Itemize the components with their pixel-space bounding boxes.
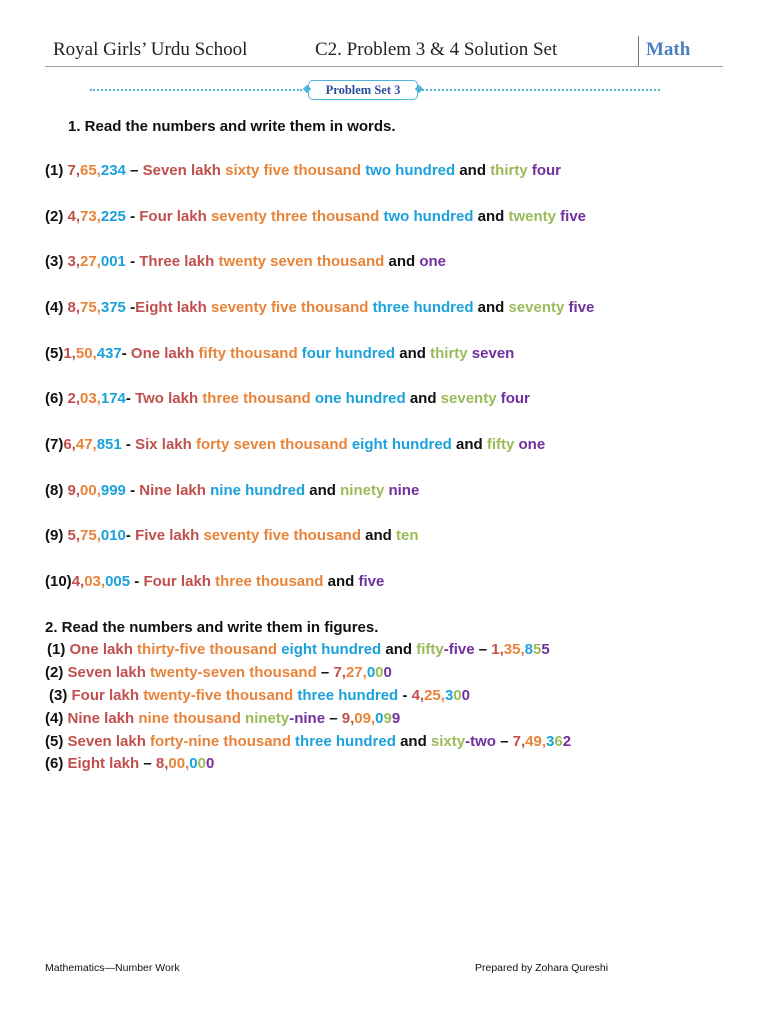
answer-segment: Four lakh [139, 208, 211, 225]
answer-segment: sixty five thousand [225, 162, 366, 179]
answer-segment: 35, [503, 641, 525, 658]
section1-answer-10 [45, 572, 384, 592]
answer-segment: 5 [532, 641, 542, 658]
answer-segment: 174 [100, 390, 126, 407]
answer-segment: (7) [45, 436, 64, 453]
subject-label: Math [646, 39, 691, 60]
answer-segment: 27, [345, 664, 367, 681]
footer-left: Mathematics—Number Work [45, 962, 180, 974]
answer-segment: – [139, 755, 156, 772]
answer-segment: ninety [340, 482, 389, 499]
section1-answer-5 [45, 344, 514, 364]
answer-segment: and [459, 162, 491, 179]
answer-segment: nine [388, 482, 420, 499]
answer-segment: -five [443, 641, 475, 658]
answer-segment: three thousand [202, 390, 315, 407]
answer-segment: - [125, 299, 136, 316]
answer-segment: twenty-seven thousand [150, 664, 317, 681]
answer-segment: and [327, 573, 359, 590]
answer-segment: 47, [75, 436, 97, 453]
answer-segment: 225 [100, 208, 126, 225]
answer-segment: and [385, 641, 417, 658]
answer-segment: 0 [383, 664, 392, 681]
answer-segment: 1, [63, 345, 76, 362]
section2-answer-1 [47, 640, 550, 660]
answer-segment: - [398, 687, 412, 704]
section2-answer-2 [45, 663, 392, 683]
answer-segment: - [121, 436, 136, 453]
answer-segment: – [325, 710, 342, 727]
answer-segment: -two [465, 733, 496, 750]
answer-segment: 7, [512, 733, 526, 750]
answer-segment: Nine lakh [67, 710, 139, 727]
answer-segment: Two lakh [135, 390, 203, 407]
answer-segment: and [399, 345, 431, 362]
answer-segment: 001 [100, 253, 126, 270]
answer-segment: nine thousand [138, 710, 246, 727]
answer-segment: 0 [375, 664, 384, 681]
answer-segment: (5) [45, 345, 64, 362]
answer-segment: and [400, 733, 431, 750]
answer-segment: - [121, 345, 131, 362]
answer-segment: - [125, 208, 140, 225]
answer-segment: and [365, 527, 397, 544]
answer-segment: 75, [80, 299, 101, 316]
section2-answer-3 [49, 686, 470, 706]
answer-segment: 0 [189, 755, 198, 772]
banner-dotted-line-left [90, 89, 302, 91]
answer-segment: One lakh [69, 641, 138, 658]
answer-segment: 8 [524, 641, 533, 658]
footer-right: Prepared by Zohara Qureshi [475, 962, 609, 974]
answer-segment: 65, [80, 162, 101, 179]
answer-segment: 7, [333, 664, 346, 681]
section1-answer-2 [45, 207, 586, 227]
answer-segment: four [500, 390, 530, 407]
answer-segment: (9) [45, 527, 68, 544]
answer-segment: three hundred [372, 299, 478, 316]
answer-segment: 75, [80, 527, 101, 544]
answer-segment: eight hundred [281, 641, 386, 658]
answer-segment: Seven lakh [142, 162, 226, 179]
section1-answer-8 [45, 481, 419, 501]
section1-answer-4 [45, 298, 594, 318]
answer-segment: 03, [80, 390, 101, 407]
answer-segment: 3 [546, 733, 555, 750]
answer-segment: and [309, 482, 341, 499]
answer-segment: 25, [424, 687, 445, 704]
section1-answer-3 [45, 252, 446, 272]
answer-segment: sixty [430, 733, 466, 750]
answer-segment: 4, [411, 687, 425, 704]
answer-segment: 3 [444, 687, 454, 704]
answer-segment: and [477, 208, 509, 225]
answer-segment: (2) [45, 208, 68, 225]
answer-segment: seventy [508, 299, 569, 316]
answer-segment: 00, [80, 482, 101, 499]
answer-segment: 2, [67, 390, 81, 407]
answer-segment: and [409, 390, 441, 407]
answer-segment: and [477, 299, 509, 316]
answer-segment: twenty seven thousand [218, 253, 389, 270]
section-1-heading: 1. Read the numbers and write them in words. [68, 118, 396, 135]
school-name: Royal Girls’ Urdu School [53, 39, 248, 60]
answer-segment: forty seven thousand [195, 436, 352, 453]
answer-segment: eight hundred [351, 436, 456, 453]
answer-segment: one [518, 436, 546, 453]
answer-segment: two hundred [383, 208, 478, 225]
answer-segment: (3) [45, 253, 68, 270]
answer-segment: 27, [80, 253, 101, 270]
answer-segment: 09, [354, 710, 376, 727]
answer-segment: 437 [96, 345, 122, 362]
answer-segment: 0 [205, 755, 215, 772]
answer-segment: thirty-five thousand [137, 641, 282, 658]
answer-segment: 0 [197, 755, 206, 772]
answer-segment: (8) [45, 482, 68, 499]
answer-segment: 2 [562, 733, 572, 750]
answer-segment: Four lakh [71, 687, 144, 704]
answer-segment: – [125, 162, 143, 179]
answer-segment: (1) [47, 641, 70, 658]
answer-segment: 5, [67, 527, 81, 544]
answer-segment: 4, [67, 208, 81, 225]
answer-segment: – [495, 733, 513, 750]
answer-segment: 03, [84, 573, 106, 590]
answer-segment: thirty [430, 345, 472, 362]
answer-segment: 4, [71, 573, 85, 590]
answer-segment: One lakh [130, 345, 199, 362]
answer-segment: (3) [49, 687, 72, 704]
answer-segment: five [358, 573, 385, 590]
answer-segment: fifty [416, 641, 444, 658]
answer-segment: 8, [155, 755, 169, 772]
answer-segment: three hundred [297, 687, 399, 704]
answer-segment: five [568, 299, 595, 316]
answer-segment: 73, [80, 208, 101, 225]
answer-segment: 9 [391, 710, 401, 727]
answer-segment: (6) [45, 755, 68, 772]
section1-answer-9 [45, 526, 419, 546]
answer-segment: one hundred [314, 390, 410, 407]
answer-segment: 851 [96, 436, 122, 453]
answer-segment: 8, [67, 299, 81, 316]
answer-segment: forty-nine thousand [150, 733, 296, 750]
answer-segment: 1, [491, 641, 504, 658]
answer-segment: (4) [45, 710, 68, 727]
header-divider [638, 36, 639, 66]
answer-segment: fifty thousand [198, 345, 302, 362]
answer-segment: 49, [525, 733, 546, 750]
section1-answer-7 [45, 435, 545, 455]
answer-segment: (2) [45, 664, 68, 681]
answer-segment: (10) [45, 573, 72, 590]
answer-segment: -nine [289, 710, 326, 727]
answer-segment: 0 [366, 664, 376, 681]
answer-segment: 375 [100, 299, 126, 316]
answer-segment: 0 [453, 687, 462, 704]
banner-dotted-line-right [422, 89, 660, 91]
answer-segment: Seven lakh [67, 733, 151, 750]
section1-answer-1 [45, 161, 561, 181]
answer-segment: 9, [67, 482, 81, 499]
answer-segment: 005 [105, 573, 131, 590]
answer-segment: 7, [67, 162, 81, 179]
answer-segment: seventy [440, 390, 501, 407]
answer-segment: (6) [45, 390, 68, 407]
answer-segment: 999 [100, 482, 126, 499]
answer-segment: fifty [486, 436, 519, 453]
answer-segment: thirty [490, 162, 532, 179]
answer-segment: twenty-five thousand [143, 687, 298, 704]
answer-segment: ten [396, 527, 419, 544]
answer-segment: 0 [375, 710, 384, 727]
answer-segment: Five lakh [135, 527, 204, 544]
section-2-heading: 2. Read the numbers and write them in figures. [45, 619, 379, 636]
answer-segment: seventy five thousand [203, 527, 366, 544]
answer-segment: 0 [461, 687, 470, 704]
answer-segment: 6, [63, 436, 76, 453]
answer-segment: twenty [508, 208, 561, 225]
answer-segment: nine hundred [210, 482, 310, 499]
answer-segment: 3, [67, 253, 81, 270]
answer-segment: Seven lakh [67, 664, 151, 681]
answer-segment: - [125, 390, 136, 407]
answer-segment: three hundred [295, 733, 401, 750]
answer-segment: 50, [75, 345, 97, 362]
answer-segment: one [419, 253, 447, 270]
answer-segment: 010 [100, 527, 126, 544]
answer-segment: - [125, 482, 140, 499]
answer-segment: Eight lakh [67, 755, 140, 772]
answer-segment: seven [471, 345, 515, 362]
answer-segment: and [388, 253, 420, 270]
answer-segment: 234 [100, 162, 126, 179]
answer-segment: four [531, 162, 562, 179]
answer-segment: three thousand [215, 573, 328, 590]
section1-answer-6 [45, 389, 530, 409]
answer-segment: 5 [541, 641, 550, 658]
answer-segment: seventy three thousand [210, 208, 384, 225]
problem-set-banner [90, 80, 660, 100]
section2-answer-4 [45, 709, 400, 729]
answer-segment: Six lakh [135, 436, 196, 453]
answer-segment: 9, [341, 710, 355, 727]
section2-answer-6 [45, 754, 214, 774]
answer-segment: seventy five thousand [210, 299, 373, 316]
answer-segment: four hundred [301, 345, 400, 362]
page-header [45, 36, 723, 67]
answer-segment: Eight lakh [135, 299, 211, 316]
section2-answer-5 [45, 732, 571, 752]
answer-segment: – [316, 664, 334, 681]
answer-segment: - [130, 573, 144, 590]
answer-segment: - [125, 527, 136, 544]
answer-segment: 9 [383, 710, 392, 727]
answer-segment: five [560, 208, 587, 225]
answer-segment: (1) [45, 162, 68, 179]
document-title: C2. Problem 3 & 4 Solution Set [315, 39, 558, 60]
answer-segment: Three lakh [139, 253, 219, 270]
problem-set-badge: Problem Set 3 [308, 80, 418, 100]
answer-segment: ninety [245, 710, 290, 727]
answer-segment: (4) [45, 299, 68, 316]
answer-segment: – [474, 641, 492, 658]
answer-segment: (5) [45, 733, 68, 750]
answer-segment: 00, [168, 755, 190, 772]
answer-segment: Four lakh [143, 573, 216, 590]
answer-segment: Nine lakh [139, 482, 211, 499]
answer-segment: - [125, 253, 140, 270]
answer-segment: 6 [554, 733, 563, 750]
answer-segment: and [456, 436, 487, 453]
answer-segment: two hundred [365, 162, 460, 179]
